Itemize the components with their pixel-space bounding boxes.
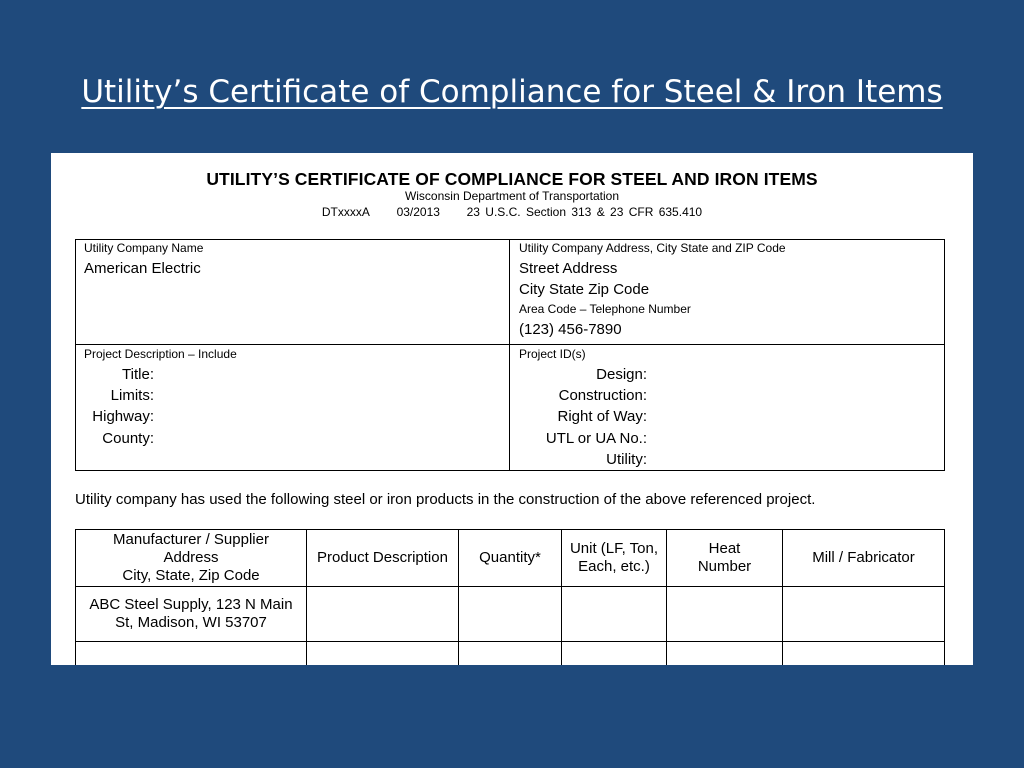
address-line-2: City State Zip Code bbox=[519, 281, 650, 298]
header-product-description: Product Description bbox=[317, 549, 448, 566]
project-ids-label: Project ID(s) bbox=[519, 347, 586, 361]
project-field-county: County: bbox=[102, 430, 154, 447]
project-description-label: Project Description – Include bbox=[84, 347, 237, 361]
form-heading: UTILITY’S CERTIFICATE OF COMPLIANCE FOR STEEL AND IRON ITEMS bbox=[206, 169, 818, 189]
form-agency: Wisconsin Department of Transportation bbox=[404, 189, 620, 203]
project-id-utl-ua: UTL or UA No.: bbox=[545, 430, 647, 447]
phone-value: (123) 456-7890 bbox=[519, 321, 622, 338]
slide-title: Utility’s Certificate of Compliance for Steel & Iron Items bbox=[81, 74, 943, 110]
project-id-right-of-way: Right of Way: bbox=[557, 408, 647, 425]
company-address-label: Utility Company Address, City State and ZIP Code bbox=[519, 241, 786, 255]
project-field-limits: Limits: bbox=[110, 387, 154, 404]
company-name-label: Utility Company Name bbox=[84, 241, 204, 255]
certificate-form bbox=[51, 153, 973, 665]
form-citation: 23 U.S.C. Section 313 & 23 CFR 635.410 bbox=[466, 205, 703, 219]
form-reference bbox=[51, 205, 973, 219]
form-date: 03/2013 bbox=[396, 205, 440, 219]
header-quantity: Quantity* bbox=[479, 549, 541, 566]
table-row-manufacturer: ABC Steel Supply, 123 N Main St, Madison, WI 53707 bbox=[89, 596, 293, 631]
header-manufacturer: Manufacturer / Supplier Address City, State, Zip Code bbox=[113, 531, 269, 584]
project-id-design: Design: bbox=[596, 366, 647, 383]
project-id-utility: Utility: bbox=[606, 451, 647, 468]
form-id: DTxxxxA bbox=[321, 205, 370, 219]
project-id-construction: Construction: bbox=[558, 387, 647, 404]
company-name-value: American Electric bbox=[84, 260, 201, 277]
project-field-highway: Highway: bbox=[92, 408, 154, 425]
header-unit: Unit (LF, Ton, Each, etc.) bbox=[569, 540, 659, 575]
usage-statement: Utility company has used the following steel or iron products in the construction of the above referenced project. bbox=[75, 491, 816, 508]
header-heat-number: Heat Number bbox=[697, 540, 752, 575]
phone-label: Area Code – Telephone Number bbox=[519, 302, 691, 316]
project-field-title: Title: bbox=[122, 366, 154, 383]
address-line-1: Street Address bbox=[519, 260, 618, 277]
header-mill-fabricator: Mill / Fabricator bbox=[812, 549, 915, 566]
